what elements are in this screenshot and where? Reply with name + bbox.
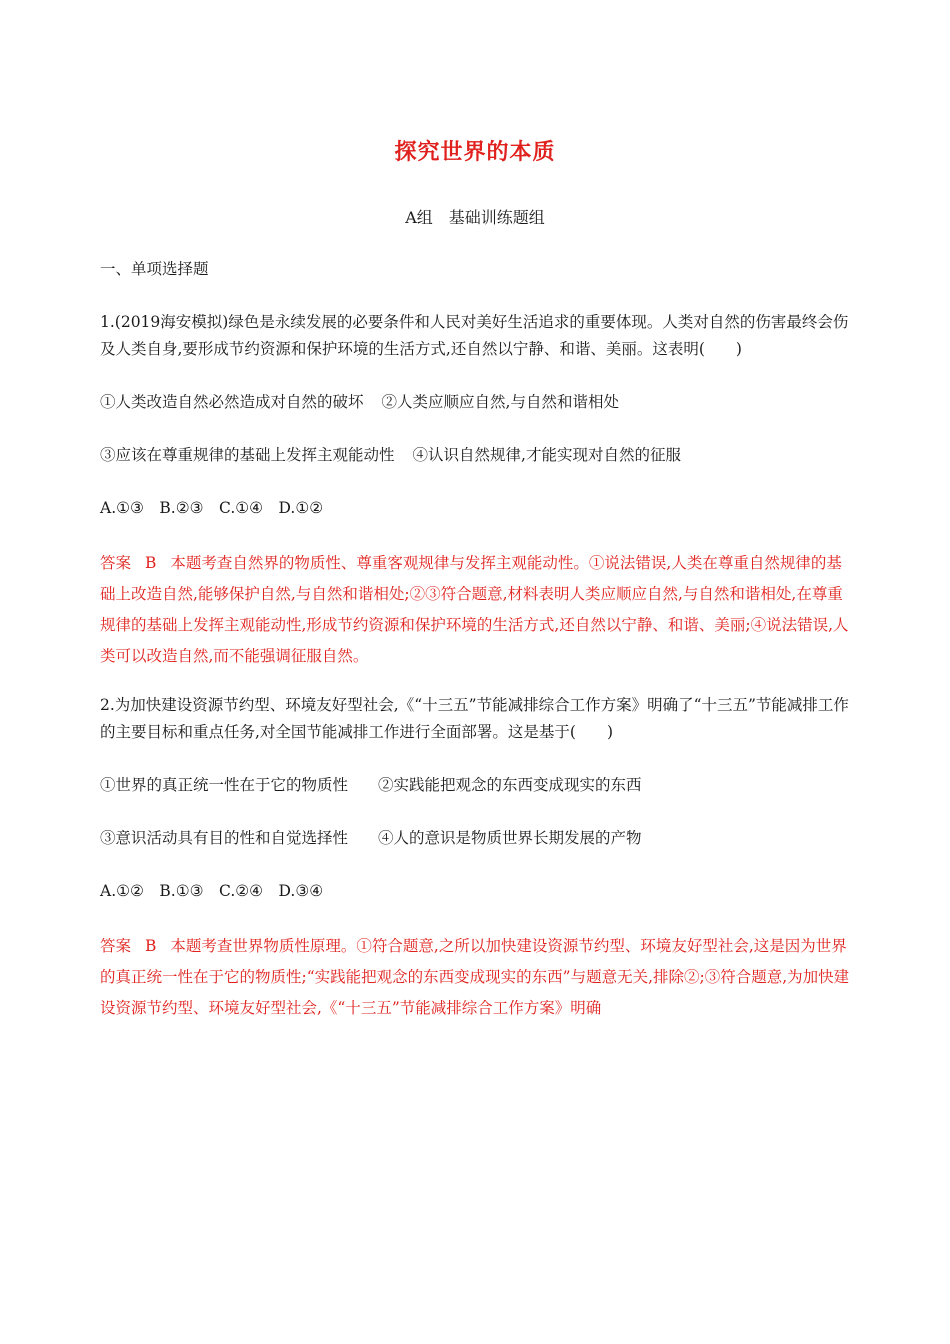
section-heading: 一、单项选择题 — [100, 260, 209, 278]
option-row — [100, 389, 852, 416]
option-item: ①人类改造自然必然造成对自然的破坏 — [100, 393, 364, 411]
option-item: ②人类应顺应自然,与自然和谐相处 — [381, 393, 619, 411]
answer-explanation — [100, 548, 852, 672]
question-1 — [100, 309, 852, 672]
answer-label: 答案 — [100, 937, 132, 955]
question-stem: 1.(2019海安模拟)绿色是永续发展的必要条件和人民对美好生活追求的重要体现。人类对自然的伤害最终会伤及人类自身,要形成节约资源和保护环境的生活方式,还自然以宁静、和谐、美丽。这表明( ) — [100, 313, 849, 358]
question-2 — [100, 692, 852, 1024]
group-subtitle: A组 基础训练题组 — [405, 208, 545, 227]
page-title: 探究世界的本质 — [394, 140, 556, 165]
answer-label: 答案 — [100, 554, 132, 572]
option-item: ②实践能把观念的东西变成现实的东西 — [378, 776, 642, 794]
option-item: ③应该在尊重规律的基础上发挥主观能动性 — [100, 446, 395, 464]
answer-letter: B — [145, 937, 157, 955]
option-item: ④人的意识是物质世界长期发展的产物 — [378, 829, 642, 847]
option-item: ①世界的真正统一性在于它的物质性 — [100, 776, 349, 794]
explanation-text: 本题考查世界物质性原理。①符合题意,之所以加快建设资源节约型、环境友好型社会,这是因为世界的真正统一性在于它的物质性;“实践能把观念的东西变成现实的东西”与题意无关,排除②;③符合题意,为加快建设资源节约型、环境友好型社会,《“十三五”节能减排综合工作方案》明确 — [100, 937, 850, 1017]
option-item: ④认识自然规律,才能实现对自然的征服 — [412, 446, 681, 464]
document-body — [100, 256, 852, 1044]
answer-choices: A.①② B.①③ C.②④ D.③④ — [100, 882, 324, 900]
explanation-text: 本题考查自然界的物质性、尊重客观规律与发挥主观能动性。①说法错误,人类在尊重自然规律的基础上改造自然,能够保护自然,与自然和谐相处;②③符合题意,材料表明人类应顺应自然,与自然和谐相处,在尊重规律的基础上发挥主观能动性,形成节约资源和保护环境的生活方式,还自然以宁静、和谐、美丽;④说法错误,人类可以改造自然,而不能强调征服自然。 — [100, 554, 849, 665]
question-stem: 2.为加快建设资源节约型、环境友好型社会,《“十三五”节能减排综合工作方案》明确了“十三五”节能减排工作的主要目标和重点任务,对全国节能减排工作进行全面部署。这是基于( ) — [100, 696, 849, 741]
option-row — [100, 442, 852, 469]
option-row — [100, 825, 852, 852]
answer-letter: B — [145, 554, 157, 572]
answer-explanation — [100, 931, 852, 1024]
option-row — [100, 772, 852, 799]
answer-choices: A.①③ B.②③ C.①④ D.①② — [100, 499, 324, 517]
option-item: ③意识活动具有目的性和自觉选择性 — [100, 829, 349, 847]
